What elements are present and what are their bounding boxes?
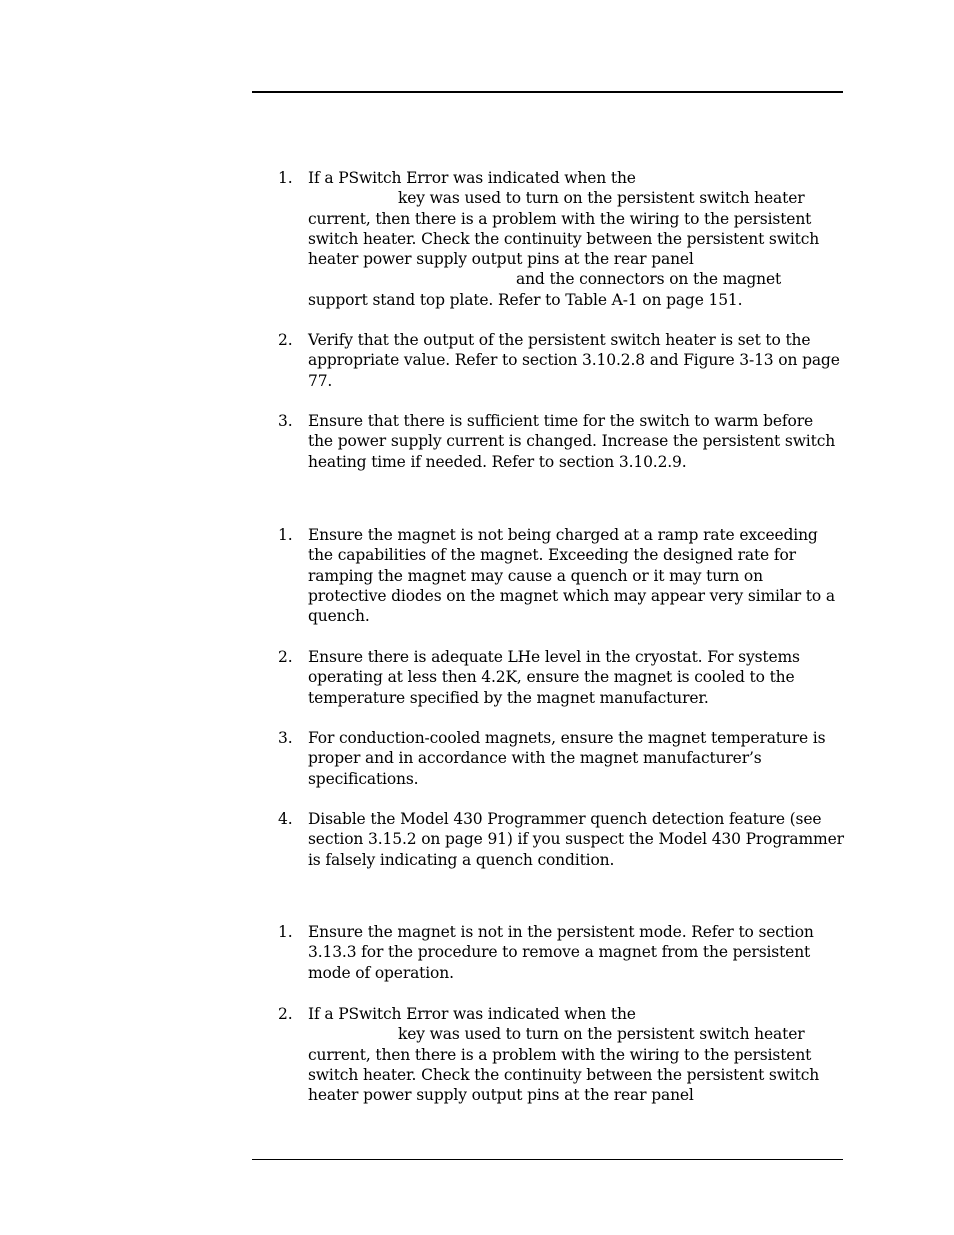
- text-line: key was used to turn on the persistent switch heater: [398, 1025, 805, 1044]
- item-text: [308, 647, 844, 708]
- item-text: [308, 728, 844, 789]
- list-item: [278, 168, 844, 310]
- text-line: switch heater. Check the continuity between the persistent switch: [308, 1065, 820, 1084]
- item-text: [308, 411, 844, 472]
- text-line: current, then there is a problem with the wiring to the persistent: [308, 1045, 812, 1064]
- list-item: [278, 647, 844, 708]
- header-rule: [252, 91, 843, 93]
- item-text: [308, 525, 844, 626]
- list-item: [278, 922, 844, 983]
- text-line: the power supply current is changed. Increase the persistent switch: [308, 432, 836, 451]
- text-line: operating at less then 4.2K, ensure the magnet is cooled to the: [308, 668, 795, 687]
- list-item: [278, 525, 844, 626]
- item-number: 4.: [278, 810, 293, 828]
- text-line: Ensure that there is sufficient time for the switch to warm before: [308, 412, 813, 430]
- text-line: section 3.15.2 on page 91) if you suspect the Model 430 Programmer: [308, 830, 844, 849]
- text-line: quench.: [308, 607, 370, 626]
- text-line: current, then there is a problem with the wiring to the persistent: [308, 209, 812, 228]
- text-line: the capabilities of the magnet. Exceeding the designed rate for: [308, 546, 796, 565]
- text-line: Ensure the magnet is not in the persistent mode. Refer to section: [308, 923, 814, 941]
- text-line: switch heater. Check the continuity between the persistent switch: [308, 229, 820, 248]
- list-item: [278, 809, 844, 870]
- item-number: 2.: [278, 1005, 293, 1023]
- item-number: 2.: [278, 331, 293, 349]
- text-line: is falsely indicating a quench condition.: [308, 850, 615, 869]
- text-line: Ensure there is adequate LHe level in the cryostat. For systems: [308, 648, 800, 666]
- item-number: 1.: [278, 169, 293, 187]
- text-line: appropriate value. Refer to section 3.10.2.8 and Figure 3-13 on page: [308, 351, 840, 370]
- item-number: 3.: [278, 729, 293, 747]
- text-line: support stand top plate. Refer to Table A-1 on page 151.: [308, 290, 743, 309]
- text-line: heating time if needed. Refer to section 3.10.2.9.: [308, 452, 687, 471]
- text-line: protective diodes on the magnet which may appear very similar to a: [308, 586, 835, 605]
- text-line: If a PSwitch Error was indicated when the: [308, 1005, 636, 1023]
- item-number: 3.: [278, 412, 293, 430]
- text-line: specifications.: [308, 769, 419, 788]
- text-line: heater power supply output pins at the rear panel: [308, 1086, 694, 1105]
- text-line: Verify that the output of the persistent switch heater is set to the: [308, 331, 811, 349]
- text-line: Ensure the magnet is not being charged at a ramp rate exceeding: [308, 526, 818, 544]
- text-line: mode of operation.: [308, 963, 454, 982]
- text-line: 3.13.3 for the procedure to remove a magnet from the persistent: [308, 943, 811, 962]
- text-line: temperature specified by the magnet manufacturer.: [308, 688, 709, 707]
- item-number: 1.: [278, 923, 293, 941]
- text-line: If a PSwitch Error was indicated when the: [308, 169, 636, 187]
- item-text: [308, 168, 844, 310]
- text-line: For conduction-cooled magnets, ensure the magnet temperature is: [308, 729, 826, 747]
- list-item: [278, 330, 844, 391]
- item-text: [308, 1004, 844, 1105]
- text-line: heater power supply output pins at the rear panel: [308, 250, 694, 269]
- text-line: proper and in accordance with the magnet manufacturer’s: [308, 749, 762, 768]
- item-text: [308, 922, 844, 983]
- list-item: [278, 411, 844, 472]
- item-number: 1.: [278, 526, 293, 544]
- text-line: 77.: [308, 371, 333, 390]
- footer-rule: [252, 1159, 843, 1160]
- text-line: Disable the Model 430 Programmer quench detection feature (see: [308, 810, 822, 828]
- text-line: key was used to turn on the persistent switch heater: [398, 189, 805, 208]
- item-text: [308, 809, 844, 870]
- list-item: [278, 728, 844, 789]
- item-number: 2.: [278, 648, 293, 666]
- list-item: [278, 1004, 844, 1105]
- item-text: [308, 330, 844, 391]
- text-line: ramping the magnet may cause a quench or it may turn on: [308, 566, 763, 585]
- text-line: and the connectors on the magnet: [516, 270, 782, 289]
